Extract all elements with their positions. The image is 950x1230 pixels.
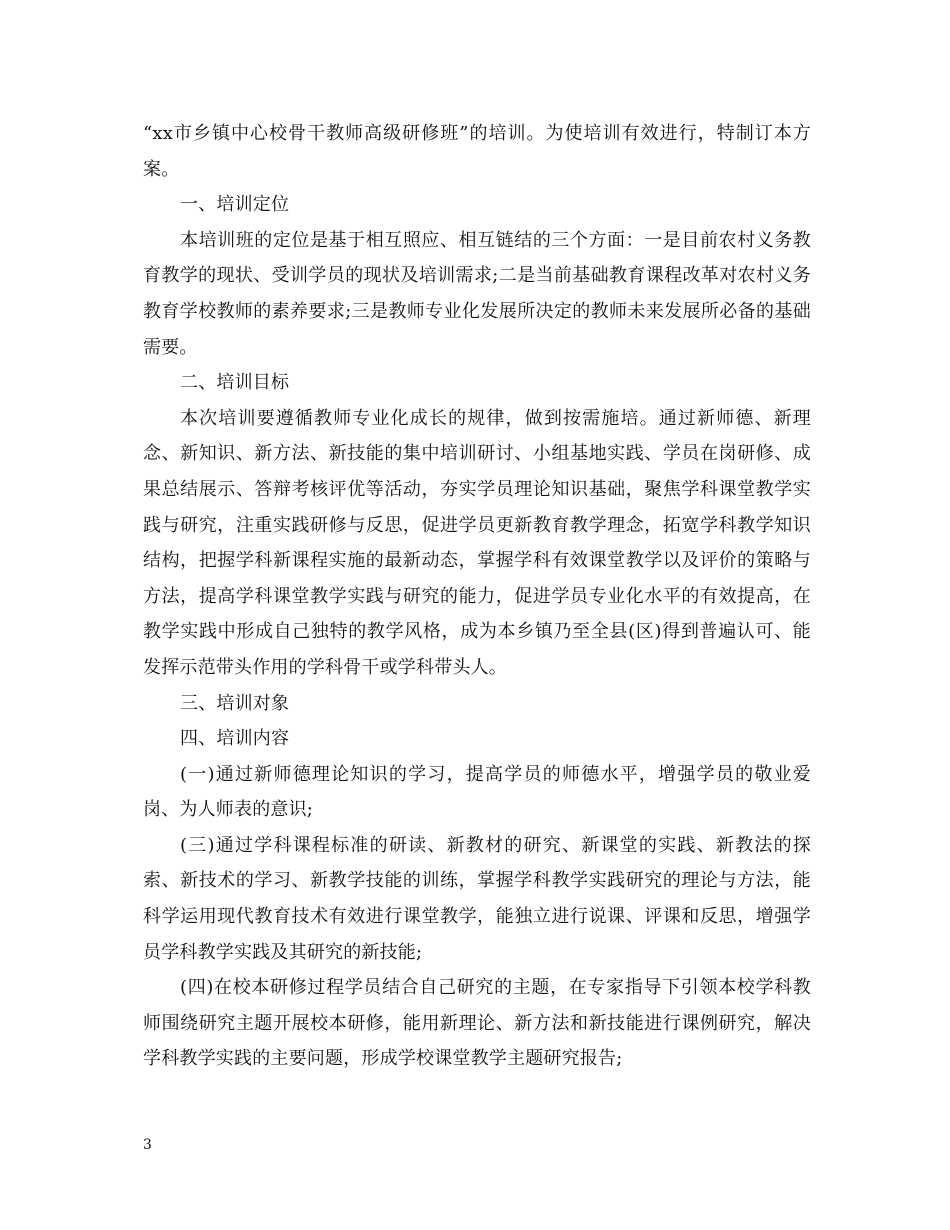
section-heading-content: 四、培训内容 [180, 728, 290, 750]
paragraph-content-item-1: (一)通过新师德理论知识的学习，提高学员的师德水平，增强学员的敬业爱岗、为人师表的意识; [143, 763, 811, 821]
section-heading-audience: 三、培训对象 [180, 692, 290, 714]
document-body [143, 116, 811, 1077]
paragraph-goals: 本次培训要遵循教师专业化成长的规律，做到按需施培。通过新师德、新理念、新知识、新方法、新技能的集中培训研讨、小组基地实践、学员在岗研修、成果总结展示、答辩考核评优等活动，夯实学员理论知识基础，聚焦学科课堂教学实践与研究，注重实践研修与反思，促进学员更新教育教学理念，拓宽学科教学知识结构，把握学科新课程实施的最新动态，掌握学科有效课堂教学以及评价的策略与方法，提高学科课堂教学实践与研究的能力，促进学员专业化水平的有效提高，在教学实践中形成自己独特的教学风格，成为本乡镇乃至全县(区)得到普遍认可、能发挥示范带头作用的学科骨干或学科带头人。 [143, 407, 811, 678]
section-heading-positioning: 一、培训定位 [180, 194, 290, 216]
paragraph-intro-continuation: “xx市乡镇中心校骨干教师高级研修班”的培训。为使培训有效进行，特制订本方案。 [143, 123, 811, 180]
paragraph-positioning: 本培训班的定位是基于相互照应、相互链结的三个方面：一是目前农村义务教育教学的现状、受训学员的现状及培训需求;二是当前基础教育课程改革对农村义务教育学校教师的素养要求;三是教师专业化发展所决定的教师未来发展所必备的基础需要。 [143, 229, 811, 358]
section-heading-goals: 二、培训目标 [180, 372, 290, 394]
page-number: 3 [143, 1137, 152, 1153]
paragraph-content-item-4: (四)在校本研修过程学员结合自己研究的主题，在专家指导下引领本校学科教师围绕研究主题开展校本研修，能用新理论、新方法和新技能进行课例研究，解决学科教学实践的主要问题，形成学校课堂教学主题研究报告; [143, 977, 811, 1070]
paragraph-content-item-3: (三)通过学科课程标准的研读、新教材的研究、新课堂的实践、新教法的探索、新技术的学习、新教学技能的训练，掌握学科教学实践研究的理论与方法，能科学运用现代教育技术有效进行课堂教学，能独立进行说课、评课和反思，增强学员学科教学实践及其研究的新技能; [143, 834, 811, 963]
